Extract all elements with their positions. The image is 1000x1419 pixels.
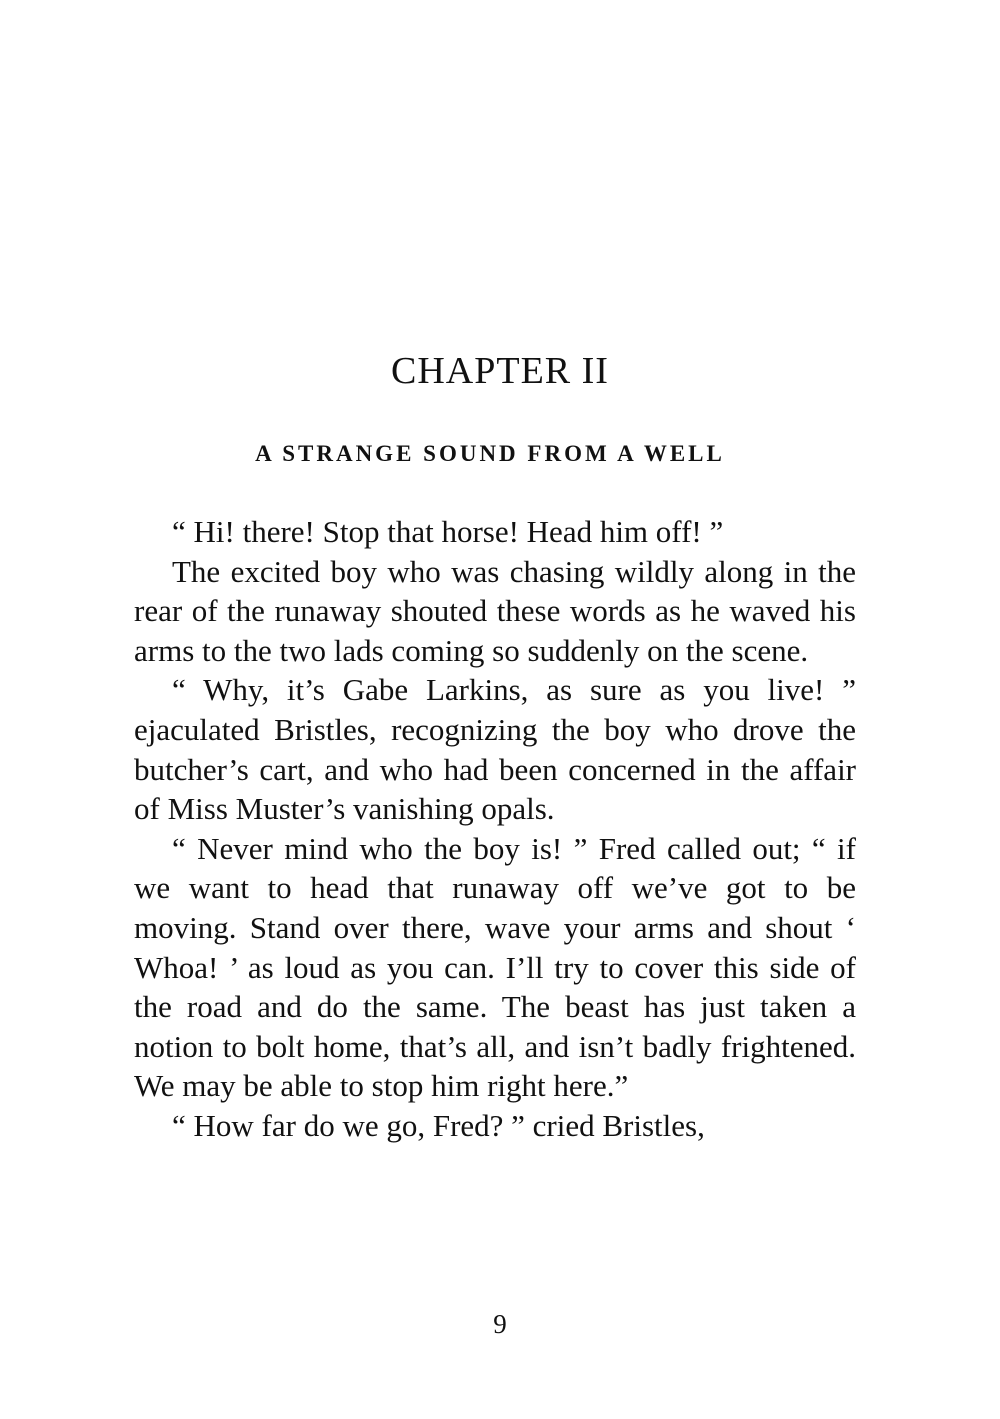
chapter-body bbox=[134, 512, 856, 1146]
paragraph: “ Hi! there! Stop that horse! Head him off! ” bbox=[172, 514, 724, 549]
chapter-subtitle: A STRANGE SOUND FROM A WELL bbox=[255, 441, 725, 466]
page-number: 9 bbox=[493, 1309, 507, 1339]
paragraph: “ How far do we go, Fred? ” cried Bristles, bbox=[172, 1107, 705, 1143]
paragraph: The excited boy who was chasing wildly along in the rear of the runaway shouted these words as he waved his arms to the two lads coming so suddenly on the scene. bbox=[134, 553, 856, 668]
paragraph: “ Why, it’s Gabe Larkins, as sure as you live! ” ejaculated Bristles, recognizing the boy who drove the butcher’s cart, and who had been concerned in the affair of Miss Muster’s vanishing opals. bbox=[134, 672, 856, 827]
chapter-title: CHAPTER II bbox=[391, 350, 609, 392]
paragraph: “ Never mind who the boy is! ” Fred called out; “ if we want to head that runaway off we’ve got to be moving. Stand over there, wave your arms and shout ‘ Whoa! ’ as loud as you can. I’ll try to cover this side of the road and do the same. The beast has just taken a notion to bolt home, that’s all, and isn’t badly frightened. We may be able to stop him right here.” bbox=[134, 830, 856, 1104]
